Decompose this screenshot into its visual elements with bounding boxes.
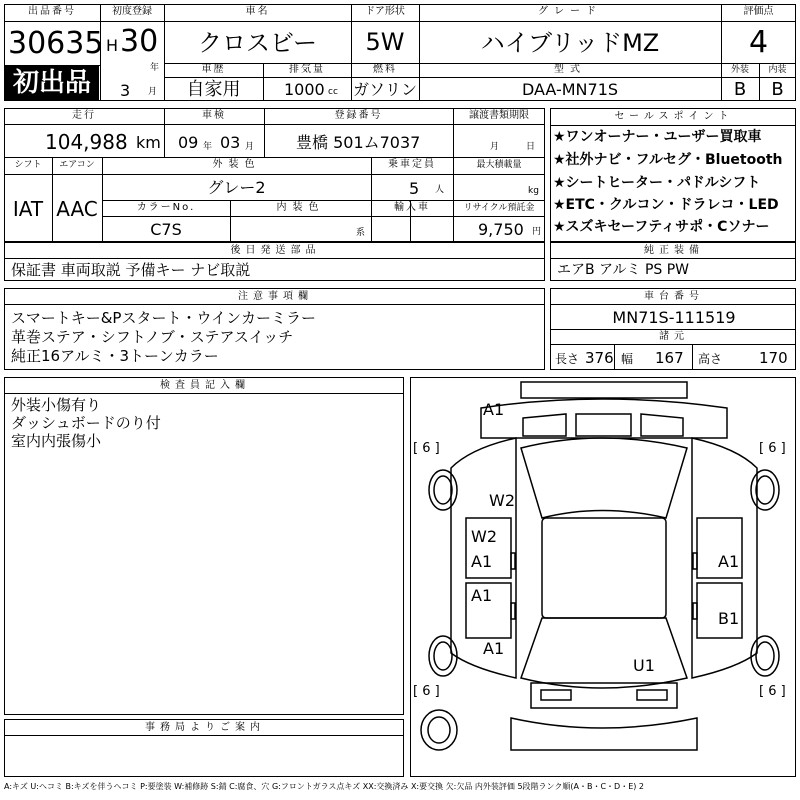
inspector-line-1: 外装小傷有り bbox=[11, 396, 102, 414]
interior-score: B bbox=[771, 79, 784, 100]
tire-depth-front-right: [ 6 ] bbox=[759, 441, 786, 456]
mileage-value: 104,988 bbox=[45, 130, 128, 154]
color-no-label: カラーNo. bbox=[136, 202, 196, 213]
notes-line-1: スマートキー&Pスタート・ウインカーミラー bbox=[11, 309, 316, 327]
first-registration-month: 3 bbox=[120, 81, 131, 100]
later-parts-value: 保証書 車両取説 予備キー ナビ取説 bbox=[11, 261, 251, 279]
tire-depth-rear-left: [ 6 ] bbox=[413, 684, 440, 699]
chassis-label: 車台番号 bbox=[644, 291, 704, 302]
mileage-label: 走行 bbox=[72, 110, 96, 121]
capacity-unit: 人 bbox=[435, 185, 445, 195]
selling-points-box bbox=[550, 108, 796, 242]
damage-mark-left-rear-fender: A1 bbox=[483, 639, 505, 658]
inspector-line-3: 室内内張傷小 bbox=[11, 432, 102, 450]
notes-line-3: 純正16アルミ・3トーンカラー bbox=[11, 347, 219, 365]
score-label: 評価点 bbox=[743, 6, 774, 17]
inspector-box bbox=[4, 377, 404, 715]
width-value: 167 bbox=[655, 349, 684, 367]
later-parts-label: 後日発送部品 bbox=[230, 245, 321, 256]
ac-value: AAC bbox=[56, 197, 98, 221]
transfer-day-unit: 日 bbox=[526, 142, 536, 152]
car-diagram bbox=[411, 378, 796, 777]
exterior-score: B bbox=[733, 79, 747, 100]
transfer-deadline-label: 譲渡書類期限 bbox=[469, 110, 529, 121]
type-label: 型式 bbox=[554, 64, 586, 75]
grade-label: グレード bbox=[538, 6, 602, 17]
inspection-label: 車検 bbox=[202, 110, 226, 121]
color-label: 外装色 bbox=[212, 159, 261, 170]
interior-label: 内装 bbox=[768, 65, 787, 75]
damage-mark-right-door: A1 bbox=[718, 552, 740, 571]
interior-color-unit: 系 bbox=[356, 228, 366, 238]
door-label: ドア形状 bbox=[365, 6, 405, 17]
fuel-value: ガソリン bbox=[352, 80, 417, 99]
history-label: 車歴 bbox=[201, 64, 226, 75]
later-parts-box bbox=[4, 242, 545, 281]
selling-point-2: ★社外ナビ・フルセグ・Bluetooth bbox=[553, 152, 783, 168]
inspection-year-unit: 年 bbox=[203, 142, 213, 152]
damage-mark-front-left: W2 bbox=[489, 491, 515, 510]
chassis-number: MN71S-111519 bbox=[612, 308, 736, 327]
inspection-year: 09 bbox=[178, 133, 199, 152]
inspection-month-unit: 月 bbox=[245, 142, 255, 152]
recycle-label: リサイクル預託金 bbox=[463, 203, 535, 213]
interior-color-label: 内装色 bbox=[276, 202, 325, 213]
color-value: グレー2 bbox=[207, 178, 266, 197]
history-value: 自家用 bbox=[186, 79, 241, 100]
damage-mark-roof: A1 bbox=[483, 400, 505, 419]
notes-label: 注意事項欄 bbox=[238, 291, 313, 302]
year-unit: 年 bbox=[150, 63, 160, 73]
damage-mark-rear: U1 bbox=[633, 656, 655, 675]
equipment-value: エアB アルミ PS PW bbox=[557, 262, 690, 278]
tire-depth-rear-right: [ 6 ] bbox=[759, 684, 786, 699]
office-notice-box bbox=[4, 719, 404, 777]
office-notice-label: 事務局よりご案内 bbox=[145, 722, 265, 733]
ac-label: エアコン bbox=[59, 160, 95, 170]
damage-mark-right-rear-door: B1 bbox=[718, 609, 740, 628]
chassis-box bbox=[550, 288, 796, 370]
vehicle-detail-box bbox=[4, 108, 545, 242]
width-label: 幅 bbox=[621, 352, 634, 366]
shift-label: シフト bbox=[14, 160, 42, 170]
inspector-label: 検査員記入欄 bbox=[160, 380, 250, 391]
damage-legend: A:キズ U:ヘコミ B:キズを伴うヘコミ P:要塗装 W:補修跡 S:錆 C:腐食、穴 G:フロントガラス点キズ XX:交換済み X:要交換 欠:欠品 内外装評価 5段階ランク順(A・B・C・D・E) 2 bbox=[4, 782, 645, 791]
mileage-unit: km bbox=[136, 133, 161, 152]
height-value: 170 bbox=[759, 349, 788, 367]
capacity-value: 5 bbox=[409, 179, 420, 198]
color-no-value: C7S bbox=[150, 220, 182, 239]
era-prefix: H bbox=[106, 36, 119, 55]
grade-value: ハイブリッドMZ bbox=[480, 29, 660, 57]
inspection-month: 03 bbox=[220, 133, 241, 152]
lot-number: 30635 bbox=[8, 26, 104, 61]
first-registration-label: 初度登録 bbox=[112, 6, 152, 17]
selling-point-3: ★シートヒーター・パドルシフト bbox=[553, 175, 761, 191]
car-diagram-box bbox=[410, 377, 796, 777]
length-label: 長さ bbox=[555, 352, 580, 366]
import-label: 輸入車 bbox=[394, 202, 430, 213]
shift-value: IAT bbox=[12, 197, 44, 221]
first-listing-badge: 初出品 bbox=[5, 66, 99, 100]
damage-mark-left-rear-door: A1 bbox=[471, 586, 493, 605]
selling-point-4: ★ETC・クルコン・ドラレコ・LED bbox=[553, 197, 779, 213]
first-registration-year: 30 bbox=[120, 24, 159, 59]
registration-value: 豊橋 501ム7037 bbox=[296, 133, 421, 152]
recycle-value: 9,750 bbox=[478, 220, 524, 239]
equipment-box bbox=[550, 242, 796, 281]
max-load-unit: kg bbox=[528, 186, 539, 196]
length-value: 376 bbox=[585, 349, 614, 367]
transfer-month-unit: 月 bbox=[490, 142, 500, 152]
height-label: 高さ bbox=[698, 352, 723, 366]
max-load-label: 最大積載量 bbox=[476, 160, 522, 170]
equipment-label: 純正装備 bbox=[644, 245, 704, 256]
fuel-label: 燃料 bbox=[373, 64, 397, 75]
selling-point-1: ★ワンオーナー・ユーザー買取車 bbox=[553, 129, 762, 145]
tire-depth-front-left: [ 6 ] bbox=[413, 441, 440, 456]
registration-label: 登録番号 bbox=[334, 110, 383, 121]
notes-line-2: 革巻ステア・シフトノブ・ステアスイッチ bbox=[11, 328, 294, 346]
type-value: DAA-MN71S bbox=[521, 80, 619, 99]
damage-mark-left-door-2: A1 bbox=[471, 552, 493, 571]
exterior-label: 外装 bbox=[730, 65, 749, 75]
recycle-unit: 円 bbox=[532, 227, 542, 237]
notes-box bbox=[4, 288, 545, 370]
score-value: 4 bbox=[748, 25, 769, 60]
month-unit: 月 bbox=[148, 87, 158, 97]
displacement-label: 排気量 bbox=[289, 64, 325, 75]
door-value: 5W bbox=[365, 28, 405, 56]
selling-point-5: ★スズキセーフティサポ・Cソナー bbox=[553, 219, 770, 235]
lot-number-label: 出品番号 bbox=[28, 6, 76, 17]
displacement-value: 1000 bbox=[284, 80, 325, 99]
selling-points-label: セールスポイント bbox=[614, 111, 734, 122]
model-label: 車名 bbox=[245, 6, 270, 17]
capacity-label: 乗車定員 bbox=[388, 159, 436, 170]
specs-label: 諸元 bbox=[659, 331, 689, 342]
model-value: クロスビー bbox=[197, 29, 318, 57]
displacement-unit: cc bbox=[328, 87, 338, 97]
inspector-line-2: ダッシュボードのり付 bbox=[11, 414, 161, 432]
damage-mark-left-door-1: W2 bbox=[471, 527, 497, 546]
